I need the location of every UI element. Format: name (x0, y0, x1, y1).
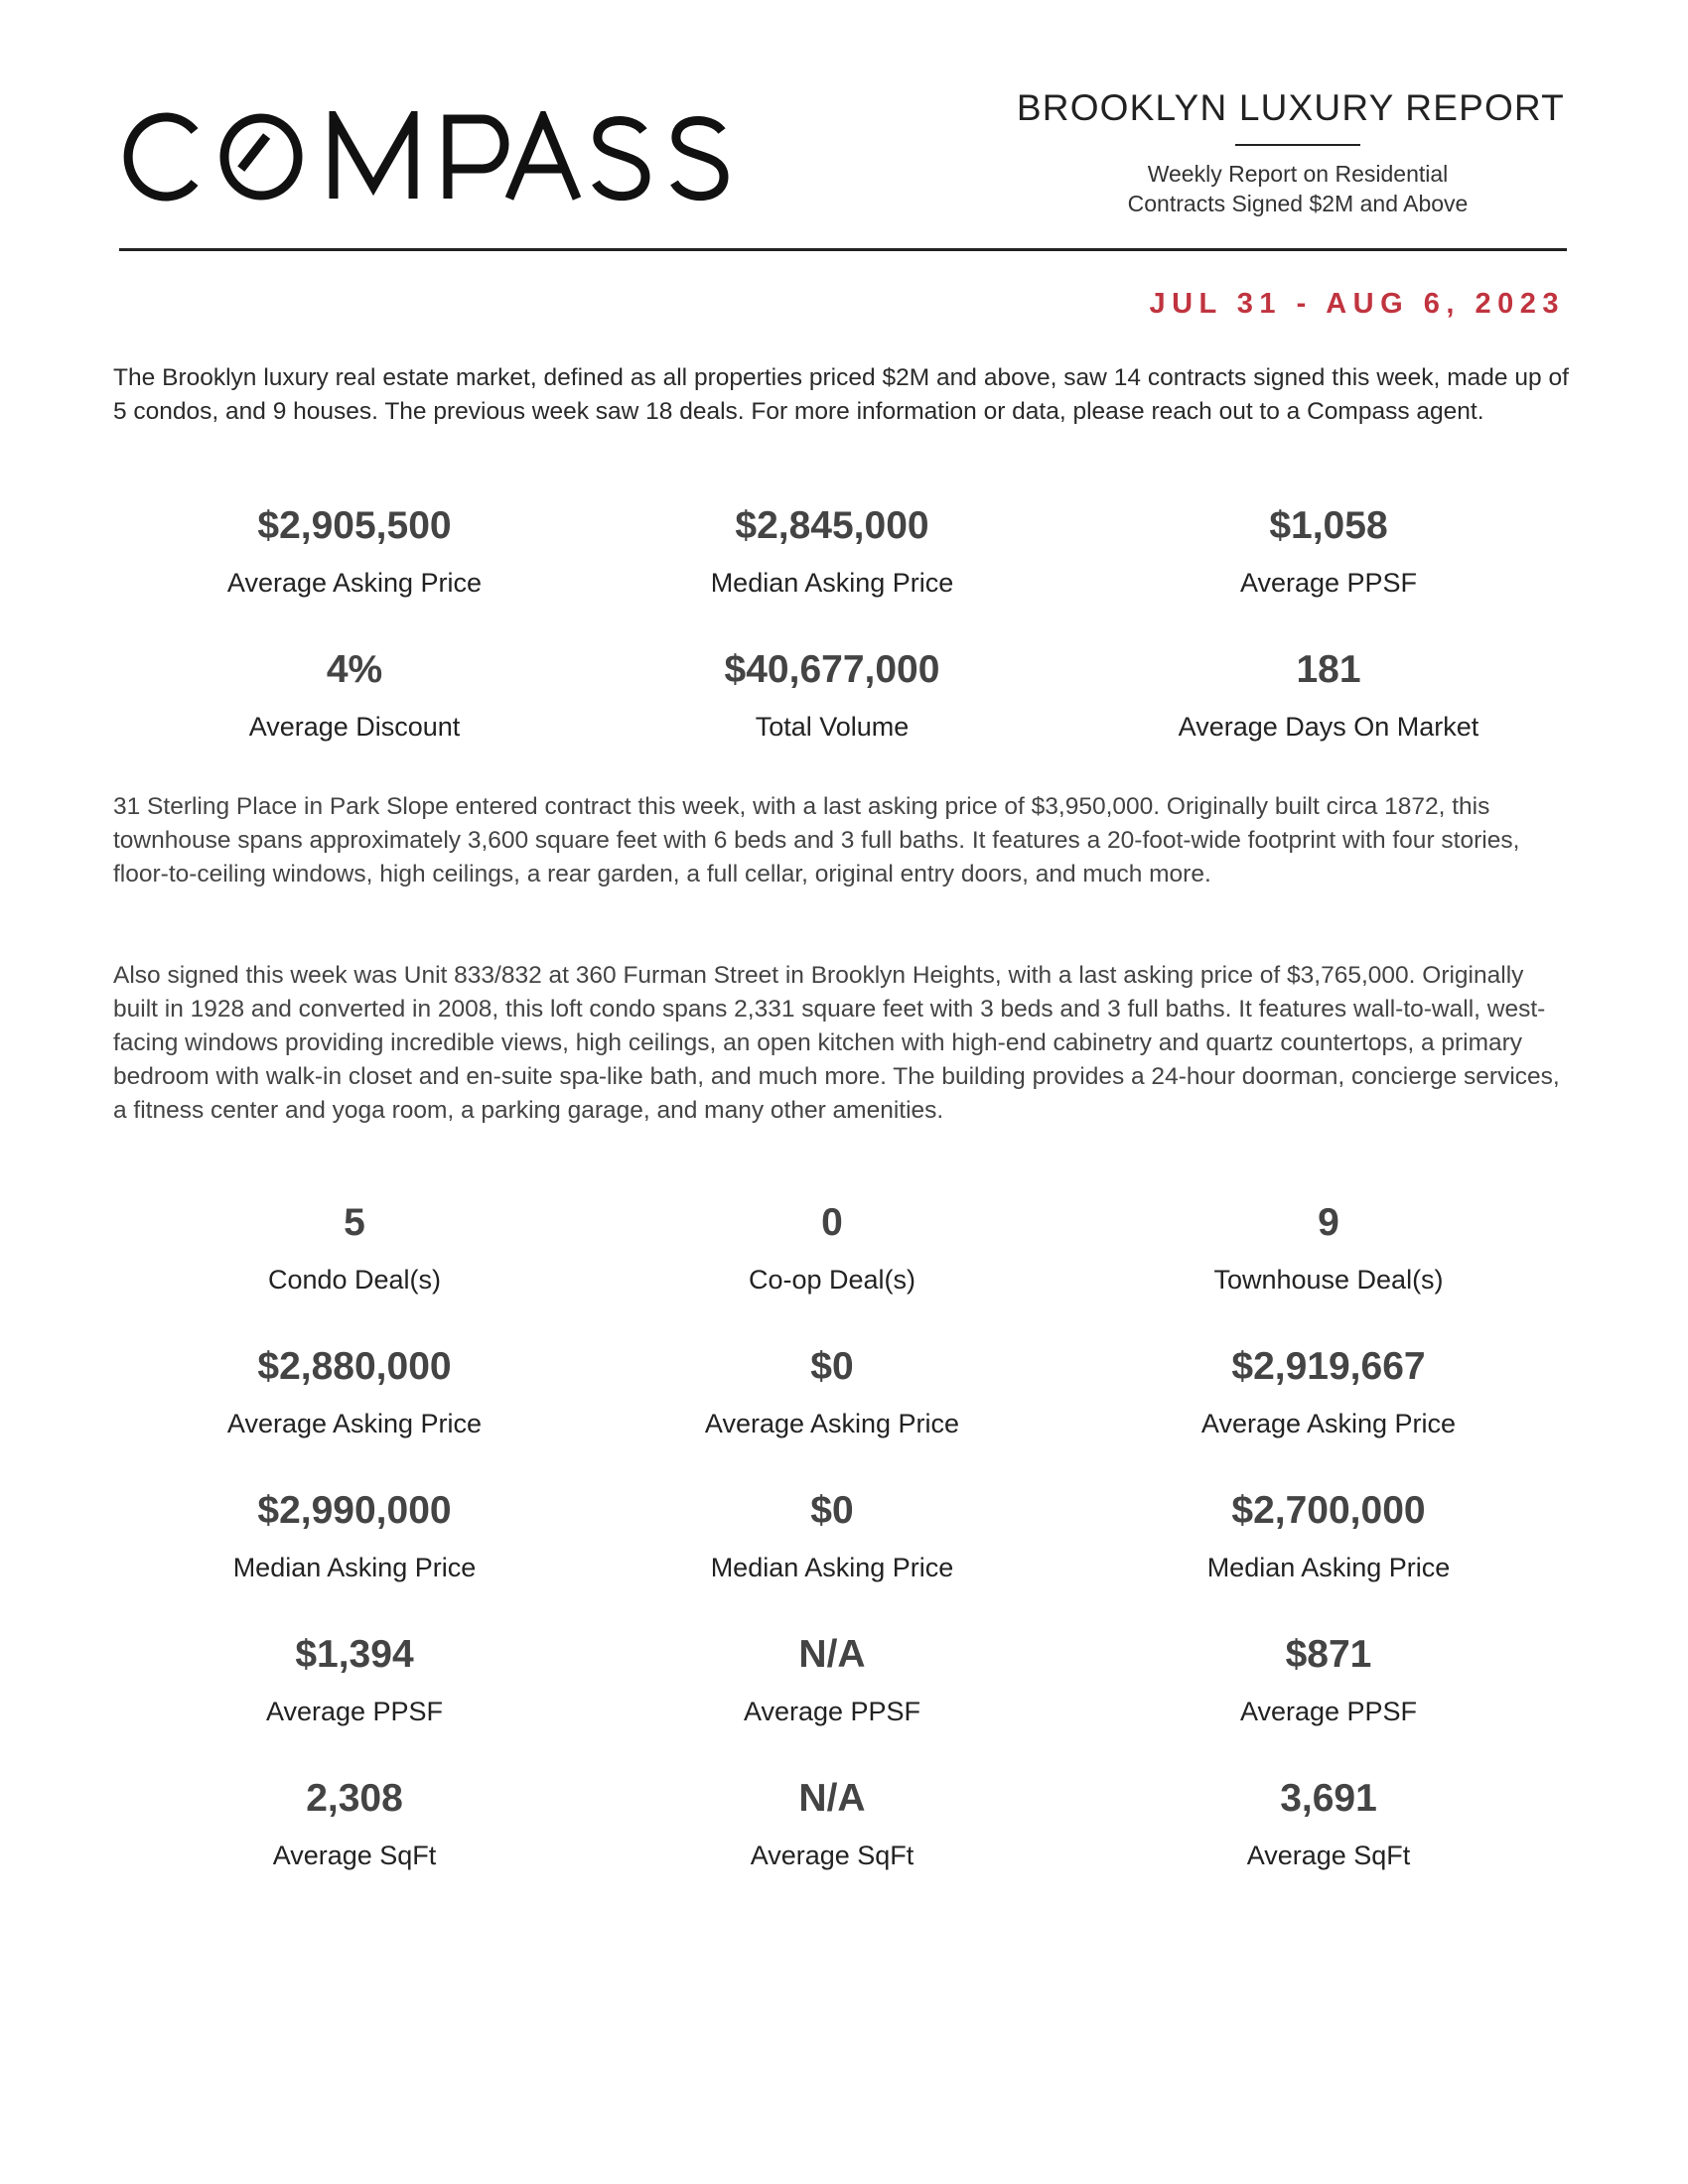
stat-value: $2,845,000 (735, 504, 929, 547)
date-range: JUL 31 - AUG 6, 2023 (1149, 288, 1565, 320)
stat-value: 3,691 (1280, 1777, 1377, 1820)
stat-label: Average Asking Price (1200, 1409, 1457, 1438)
stat-label: Median Asking Price (232, 1553, 477, 1582)
condo-deals (116, 1200, 593, 1297)
stat-value: $2,919,667 (1231, 1345, 1426, 1388)
coop-average-sqft (594, 1776, 1070, 1872)
townhouse-average-ppsf (1090, 1632, 1567, 1728)
stat-median-asking-price (594, 503, 1070, 600)
stat-value: $0 (810, 1489, 854, 1532)
stat-value: $1,058 (1269, 504, 1388, 547)
stat-value: $40,677,000 (724, 648, 940, 691)
stat-label: Median Asking Price (710, 568, 954, 598)
subtitle-line-2: Contracts Signed $2M and Above (1127, 191, 1469, 216)
stat-label: Average Discount (248, 712, 461, 742)
stat-label: Condo Deal(s) (267, 1265, 442, 1295)
stat-value: $1,394 (295, 1633, 414, 1676)
stat-label: Townhouse Deal(s) (1213, 1265, 1444, 1295)
stat-label: Average PPSF (265, 1697, 444, 1726)
condo-average-sqft (116, 1776, 593, 1872)
stat-average-days-on-market (1090, 647, 1567, 744)
stat-value: 9 (1318, 1201, 1339, 1244)
stat-value: $2,880,000 (257, 1345, 452, 1388)
compass-logo (117, 111, 743, 203)
stat-label: Total Volume (755, 712, 910, 742)
townhouse-median-asking-price (1090, 1488, 1567, 1584)
stat-value: $2,905,500 (257, 504, 452, 547)
header-divider (119, 248, 1567, 251)
stat-value: N/A (798, 1777, 866, 1820)
feature-paragraph-sterling-place: 31 Sterling Place in Park Slope entered contract this week, with a last asking price of $3,950,000. Originally built circa 1872, this townhouse spans approximately 3,600 square feet with 6 beds and 3 full baths. It features a 20-foot-wide footprint with four stories, floor-to-ceiling windows, high ceilings, a rear garden, a full cellar, original entry doors, and much more. (113, 793, 1520, 887)
townhouse-deals (1090, 1200, 1567, 1297)
report-subtitle (1050, 159, 1546, 218)
stat-value: N/A (798, 1633, 866, 1676)
title-divider (1235, 144, 1360, 146)
stat-label: Average Asking Price (704, 1409, 960, 1438)
stat-label: Average SqFt (1246, 1841, 1411, 1870)
condo-median-asking-price (116, 1488, 593, 1584)
stat-average-discount (116, 647, 593, 744)
coop-deals (594, 1200, 1070, 1297)
stat-value: $2,700,000 (1231, 1489, 1426, 1532)
report-title: BROOKLYN LUXURY REPORT (1016, 87, 1565, 128)
stat-value: 0 (821, 1201, 843, 1244)
stat-average-ppsf (1090, 503, 1567, 600)
stat-label: Median Asking Price (710, 1553, 954, 1582)
stat-value: 2,308 (306, 1777, 403, 1820)
stat-label: Average Asking Price (226, 568, 483, 598)
coop-average-ppsf (594, 1632, 1070, 1728)
stat-label: Average Days On Market (1178, 712, 1479, 742)
coop-median-asking-price (594, 1488, 1070, 1584)
stat-value: 5 (344, 1201, 365, 1244)
stat-label: Median Asking Price (1206, 1553, 1451, 1582)
stat-label: Average PPSF (1239, 568, 1418, 598)
stat-value: $2,990,000 (257, 1489, 452, 1532)
stat-value: 181 (1296, 648, 1361, 691)
feature-paragraph-furman-street: Also signed this week was Unit 833/832 at 360 Furman Street in Brooklyn Heights, with a last asking price of $3,765,000. Originally built in 1928 and converted in 2008, this loft condo spans 2,331 square feet with 3 beds and 3 full baths. It features wall-to-wall, west-facing windows providing incredible views, high ceilings, an open kitchen with high-end cabinetry and quartz countertops, a primary bedroom with walk-in closet and en-suite spa-like bath, and much more. The building provides a 24-hour doorman, concierge services, a fitness center and yoga room, a parking garage, and many other amenities. (113, 962, 1560, 1124)
townhouse-average-asking-price (1090, 1344, 1567, 1440)
stat-total-volume (594, 647, 1070, 744)
compass-logo-icon (117, 111, 743, 203)
stat-label: Average SqFt (272, 1841, 437, 1870)
stat-label: Average PPSF (1239, 1697, 1418, 1726)
condo-average-ppsf (116, 1632, 593, 1728)
stat-label: Average Asking Price (226, 1409, 483, 1438)
stat-value: $871 (1285, 1633, 1372, 1676)
townhouse-average-sqft (1090, 1776, 1567, 1872)
stat-value: $0 (810, 1345, 854, 1388)
stat-label: Co-op Deal(s) (748, 1265, 916, 1295)
intro-paragraph: The Brooklyn luxury real estate market, defined as all properties priced $2M and above, saw 14 contracts signed this week, made up of 5 condos, and 9 houses. The previous week saw 18 deals. For more information or data, please reach out to a Compass agent. (113, 364, 1569, 425)
stat-value: 4% (326, 648, 383, 691)
subtitle-line-1: Weekly Report on Residential (1147, 161, 1449, 187)
stat-average-asking-price (116, 503, 593, 600)
stat-label: Average SqFt (750, 1841, 914, 1870)
condo-average-asking-price (116, 1344, 593, 1440)
stat-label: Average PPSF (743, 1697, 921, 1726)
coop-average-asking-price (594, 1344, 1070, 1440)
